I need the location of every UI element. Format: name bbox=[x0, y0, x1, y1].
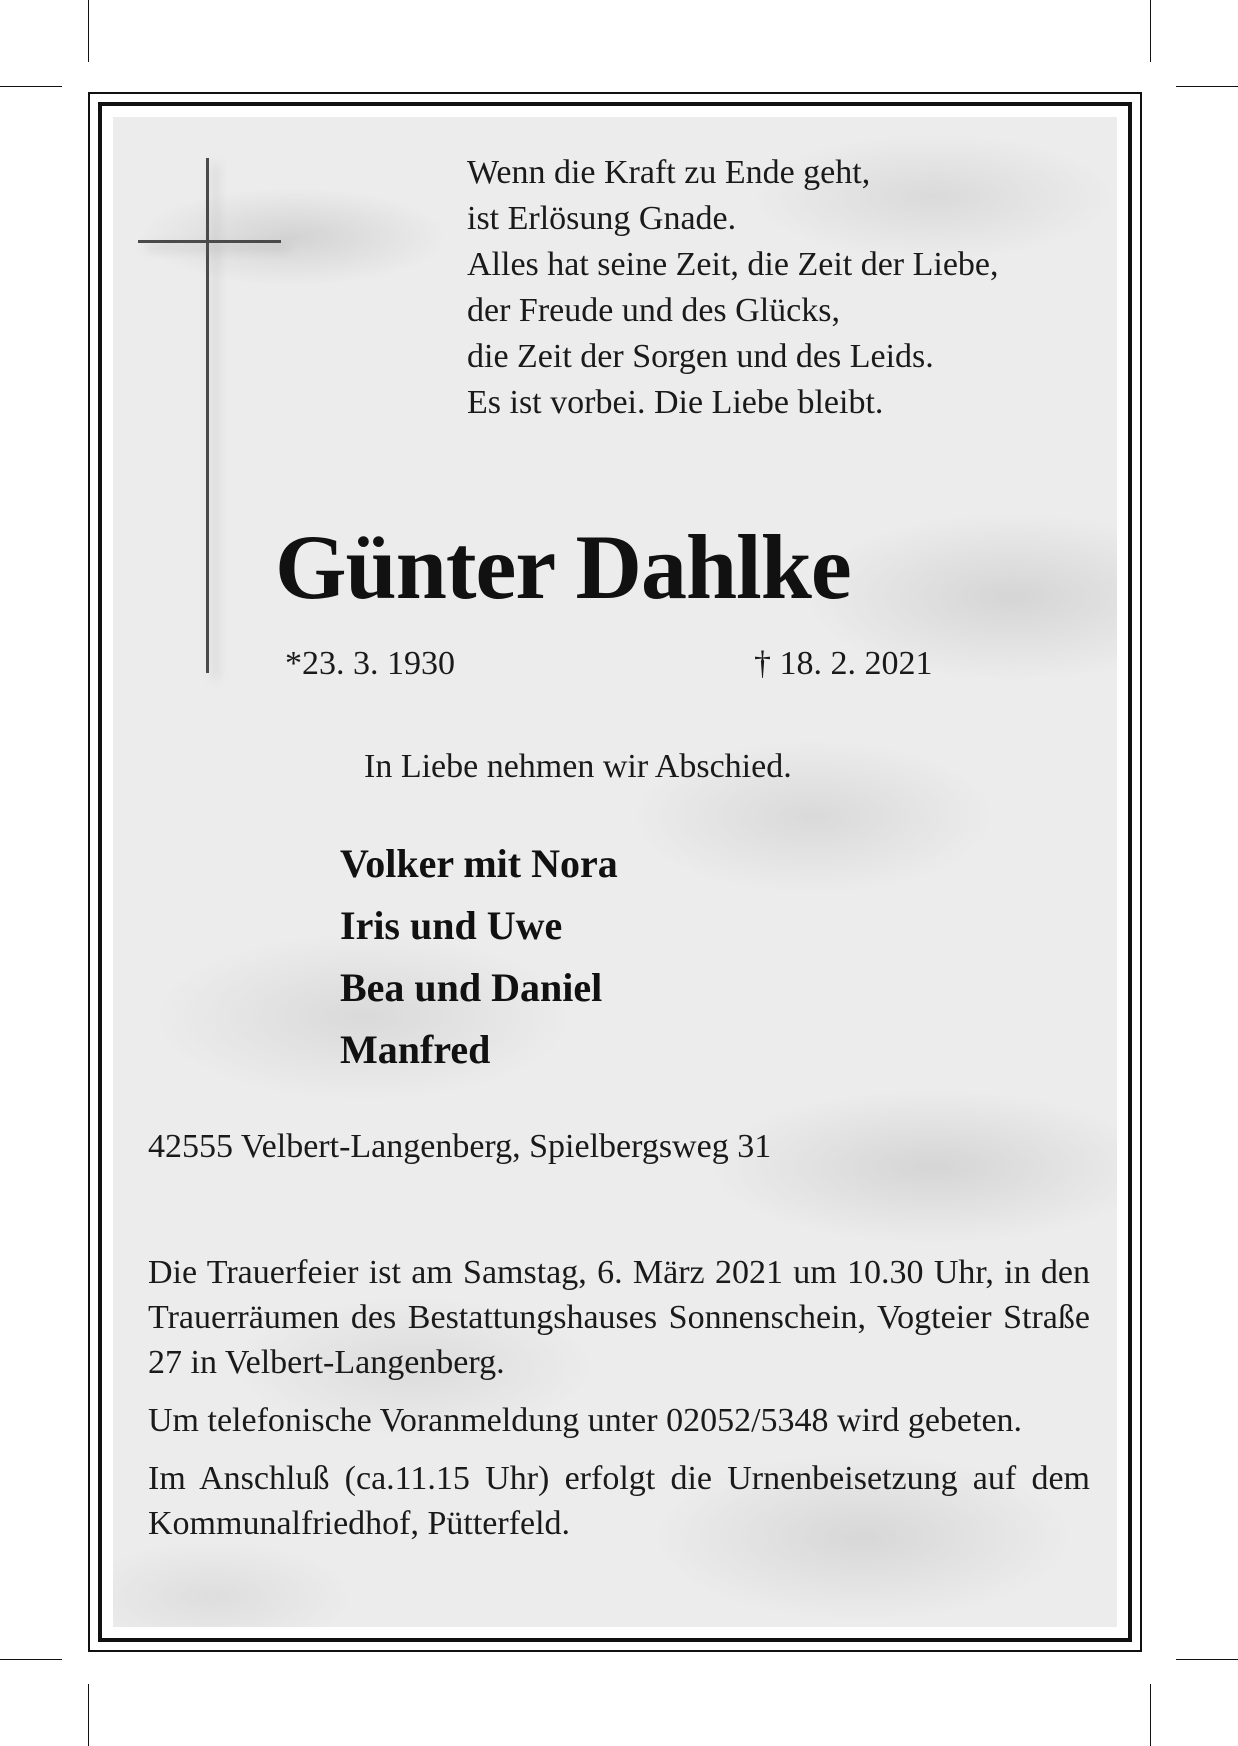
mourner-name: Volker mit Nora bbox=[340, 841, 618, 886]
info-paragraph: Die Trauerfeier ist am Samstag, 6. März 2021 um 10.30 Uhr, in den Trauerräumen des Bestattungshauses Sonnenschein, Vogteier Straße 27 in Velbert-Langenberg. bbox=[148, 1254, 1090, 1381]
mourner-name: Iris und Uwe bbox=[340, 903, 563, 948]
mourner-name: Manfred bbox=[340, 1027, 491, 1072]
poem-line: der Freude und des Glücks, bbox=[467, 292, 840, 329]
poem-line: ist Erlösung Gnade. bbox=[467, 200, 737, 237]
cross-vertical-bar bbox=[206, 158, 209, 673]
poem-line: Alles hat seine Zeit, die Zeit der Liebe, bbox=[467, 246, 999, 283]
info-paragraph: Um telefonische Voranmeldung unter 02052/5348 wird gebeten. bbox=[148, 1402, 1023, 1439]
death-date: † 18. 2. 2021 bbox=[754, 645, 933, 682]
birth-date: *23. 3. 1930 bbox=[285, 645, 455, 682]
funeral-info bbox=[148, 1250, 1090, 1559]
crop-mark-right-bottom bbox=[1176, 1659, 1238, 1660]
info-paragraph: Im Anschluß (ca.11.15 Uhr) erfolgt die Urnenbeisetzung auf dem Kommunalfriedhof, Pütterfeld. bbox=[148, 1460, 1090, 1542]
family-address: 42555 Velbert-Langenberg, Spielbergsweg 31 bbox=[148, 1128, 772, 1165]
poem-line: Es ist vorbei. Die Liebe bleibt. bbox=[467, 384, 884, 421]
mourner-name: Bea und Daniel bbox=[340, 965, 603, 1010]
deceased-name: Günter Dahlke bbox=[275, 516, 851, 618]
mourners-list bbox=[340, 833, 618, 1081]
farewell-line: In Liebe nehmen wir Abschied. bbox=[364, 748, 792, 785]
poem bbox=[467, 150, 1107, 426]
crop-mark-left-bottom bbox=[0, 1659, 62, 1660]
crop-mark-top-left bbox=[88, 0, 89, 62]
poem-line: die Zeit der Sorgen und des Leids. bbox=[467, 338, 934, 375]
crop-mark-top-right bbox=[1150, 0, 1151, 62]
crop-mark-bottom-left bbox=[88, 1684, 89, 1746]
crop-mark-bottom-right bbox=[1150, 1684, 1151, 1746]
cross-horizontal-bar bbox=[138, 240, 281, 243]
poem-line: Wenn die Kraft zu Ende geht, bbox=[467, 154, 871, 191]
crop-mark-right-top bbox=[1176, 86, 1238, 87]
crop-mark-left-top bbox=[0, 86, 62, 87]
